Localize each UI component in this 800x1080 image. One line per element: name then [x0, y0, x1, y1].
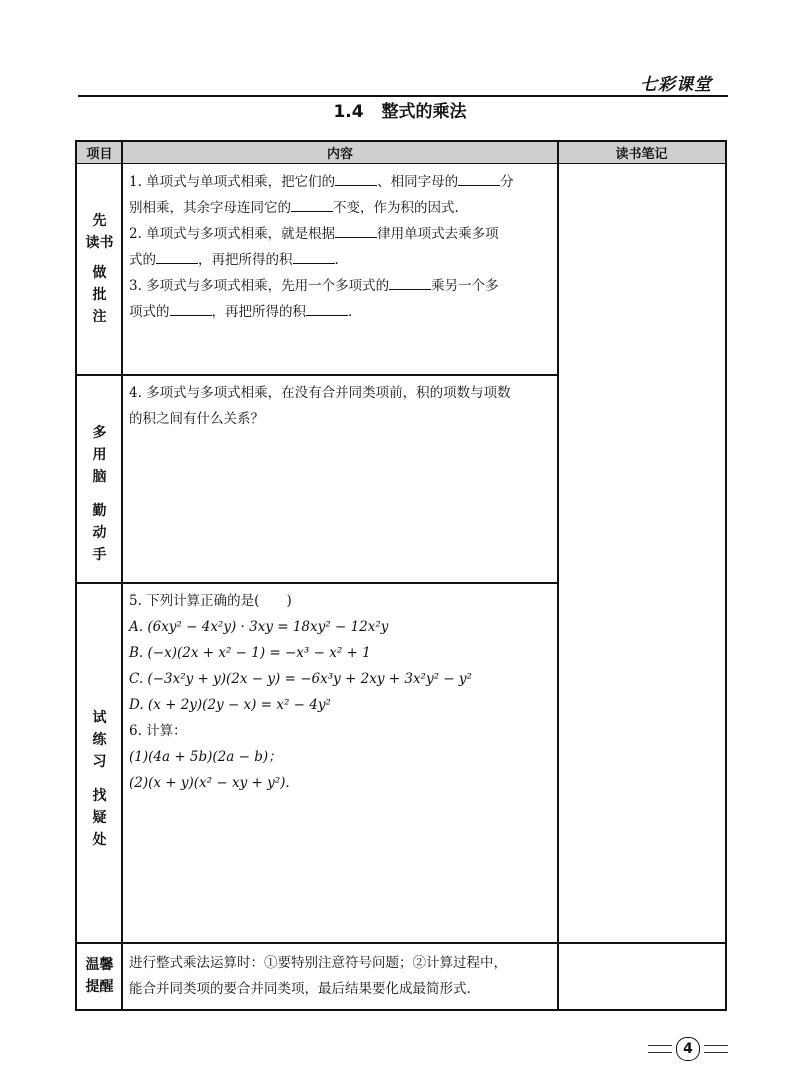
option-c: C. (−3x²y + y)(2x − y) = −6x³y + 2xy + 3x²y² − y²	[129, 671, 472, 687]
question-line: 1. 单项式与单项式相乘，把它们的 、相同字母的 分	[129, 169, 556, 195]
study-table	[75, 140, 727, 1011]
row-divider	[77, 942, 727, 944]
question-line: 6. 计算：	[129, 723, 187, 739]
column-header-notes: 读书笔记	[558, 142, 725, 164]
row-divider	[77, 374, 558, 376]
subquestion: (1)(4a + 5b)(2a − b)；	[129, 749, 282, 765]
tip-line: 能合并同类项的要合并同类项，最后结果要化成最简形式.	[129, 981, 471, 997]
row-content-read-notes	[129, 169, 556, 325]
page-ornament	[704, 1045, 728, 1053]
brand-logo: 七彩课堂	[640, 75, 712, 95]
row-label-practice: 试 练 习 找 疑 处	[92, 710, 107, 848]
option-b: B. (−x)(2x + x² − 1) = −x³ − x² + 1	[129, 645, 371, 661]
subquestion: (2)(x + y)(x² − xy + y²).	[129, 775, 290, 791]
question-line: 别相乘，其余字母连同它的 不变，作为积的因式.	[129, 195, 556, 221]
fill-blank[interactable]	[293, 249, 335, 264]
page-title	[0, 97, 800, 122]
fill-blank[interactable]	[306, 301, 348, 316]
row-content-think	[129, 380, 556, 432]
question-line: 项式的 ，再把所得的积 .	[129, 299, 556, 325]
fill-blank[interactable]	[335, 223, 377, 238]
section-title: 整式的乘法	[381, 102, 467, 122]
fill-blank[interactable]	[156, 249, 198, 264]
fill-blank[interactable]	[389, 275, 431, 290]
question-line: 式的 ，再把所得的积 .	[129, 247, 556, 273]
section-number: 1.4	[333, 102, 364, 122]
page-number: 4	[648, 1037, 728, 1061]
question-line: 4. 多项式与多项式相乘，在没有合并同类项前，积的项数与项数	[129, 385, 511, 401]
row-content-practice	[129, 588, 556, 796]
row-content-tip	[129, 950, 559, 1002]
tip-line: 进行整式乘法运算时：①要特别注意符号问题；②计算过程中，	[129, 955, 507, 971]
column-header-content: 内容	[122, 142, 558, 164]
column-divider	[557, 142, 559, 1009]
question-line: 5. 下列计算正确的是( )	[129, 593, 292, 609]
fill-blank[interactable]	[458, 171, 500, 186]
page-ornament	[648, 1045, 672, 1053]
fill-blank[interactable]	[335, 171, 377, 186]
question-line: 2. 单项式与多项式相乘，就是根据 律用单项式去乘多项	[129, 221, 556, 247]
fill-blank[interactable]	[291, 197, 333, 212]
row-label-read-notes: 先 读书 做 批 注	[85, 213, 114, 325]
row-label-think: 多 用 脑 勤 动 手	[92, 425, 107, 563]
question-line: 的积之间有什么关系？	[129, 411, 264, 427]
option-d: D. (x + 2y)(2y − x) = x² − 4y²	[129, 697, 331, 713]
column-header-item: 项目	[77, 142, 122, 164]
fill-blank[interactable]	[170, 301, 212, 316]
row-divider	[77, 582, 558, 584]
option-a: A. (6xy² − 4x²y) · 3xy = 18xy² − 12x²y	[129, 619, 389, 635]
row-label-tip: 温馨 提醒	[85, 957, 114, 995]
question-line: 3. 多项式与多项式相乘，先用一个多项式的 乘另一个多	[129, 273, 556, 299]
